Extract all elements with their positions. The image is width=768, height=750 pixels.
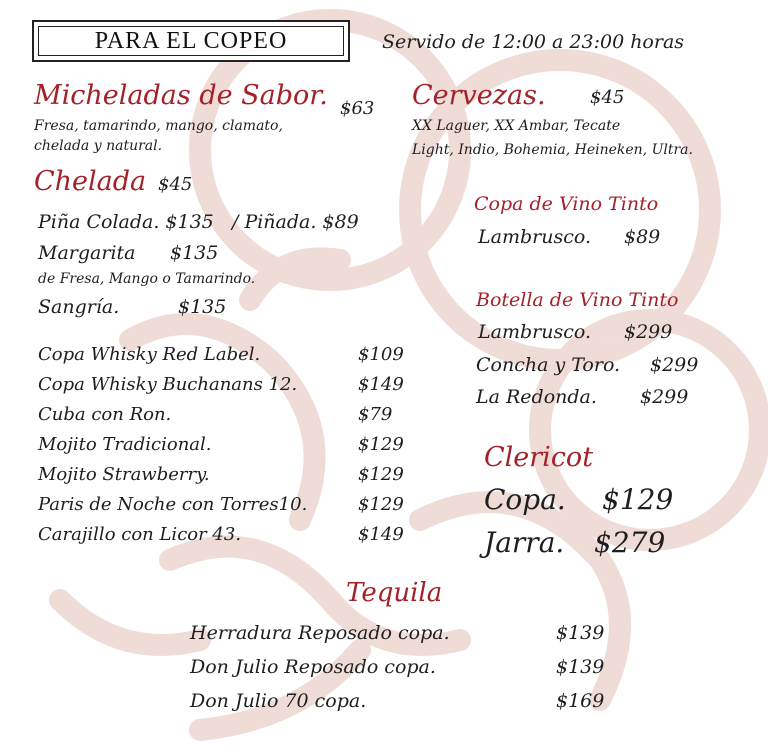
drink-price: $109 bbox=[358, 344, 404, 365]
wine-bottle-name: La Redonda. bbox=[476, 386, 597, 408]
micheladas-price: $63 bbox=[340, 98, 375, 119]
drink-price: $129 bbox=[358, 434, 404, 455]
margarita: Margarita bbox=[38, 242, 136, 264]
clericot-copa-price: $129 bbox=[602, 483, 674, 516]
tequila-name: Don Julio Reposado copa. bbox=[190, 656, 436, 678]
clericot-copa: Copa. bbox=[484, 483, 566, 516]
tequila-price: $139 bbox=[556, 622, 605, 644]
service-hours: Servido de 12:00 a 23:00 horas bbox=[382, 31, 685, 53]
drink-price: $79 bbox=[358, 404, 393, 425]
copa-vino-title: Copa de Vino Tinto bbox=[474, 193, 659, 215]
wine-bottle-price: $299 bbox=[624, 321, 673, 343]
cervezas-desc-2: Light, Indio, Bohemia, Heineken, Ultra. bbox=[412, 142, 693, 158]
cervezas-title: Cervezas. bbox=[412, 80, 546, 111]
margarita-desc: de Fresa, Mango o Tamarindo. bbox=[38, 271, 256, 287]
tequila-price: $139 bbox=[556, 656, 605, 678]
micheladas-desc-2: chelada y natural. bbox=[34, 138, 163, 154]
copa-vino-price: $89 bbox=[624, 226, 661, 248]
drink-price: $149 bbox=[358, 374, 404, 395]
micheladas-desc-1: Fresa, tamarindo, mango, clamato, bbox=[34, 118, 283, 134]
cervezas-price: $45 bbox=[590, 87, 625, 108]
drink-name: Mojito Tradicional. bbox=[38, 434, 212, 455]
drink-price: $129 bbox=[358, 464, 404, 485]
tequila-price: $169 bbox=[556, 690, 605, 712]
clericot-title: Clericot bbox=[484, 442, 594, 473]
header-title: PARA EL COPEO bbox=[94, 28, 288, 54]
pina-colada: Piña Colada. $135 bbox=[38, 211, 214, 233]
margarita-price: $135 bbox=[170, 242, 219, 264]
drink-price: $149 bbox=[358, 524, 404, 545]
sangria: Sangría. bbox=[38, 296, 120, 318]
clericot-jarra: Jarra. bbox=[484, 526, 565, 559]
tequila-title: Tequila bbox=[346, 578, 443, 608]
wine-bottle-price: $299 bbox=[650, 354, 699, 376]
drink-price: $129 bbox=[358, 494, 404, 515]
chelada-title: Chelada bbox=[34, 166, 147, 197]
cervezas-desc-1: XX Laguer, XX Ambar, Tecate bbox=[412, 118, 621, 134]
tequila-name: Don Julio 70 copa. bbox=[190, 690, 367, 712]
clericot-jarra-price: $279 bbox=[594, 526, 666, 559]
copa-vino-item: Lambrusco. bbox=[478, 226, 591, 248]
botella-vino-title: Botella de Vino Tinto bbox=[476, 289, 679, 311]
drink-name: Paris de Noche con Torres10. bbox=[38, 494, 308, 515]
wine-bottle-price: $299 bbox=[640, 386, 689, 408]
tequila-name: Herradura Reposado copa. bbox=[190, 622, 450, 644]
drink-name: Copa Whisky Buchanans 12. bbox=[38, 374, 298, 395]
drink-name: Copa Whisky Red Label. bbox=[38, 344, 261, 365]
drink-name: Carajillo con Licor 43. bbox=[38, 524, 242, 545]
wine-bottle-name: Concha y Toro. bbox=[476, 354, 621, 376]
chelada-price: $45 bbox=[158, 174, 193, 195]
header-badge bbox=[32, 20, 350, 62]
wine-bottle-name: Lambrusco. bbox=[478, 321, 591, 343]
drink-name: Cuba con Ron. bbox=[38, 404, 172, 425]
micheladas-title: Micheladas de Sabor. bbox=[34, 80, 328, 111]
drink-name: Mojito Strawberry. bbox=[38, 464, 210, 485]
pinada: / Piñada. $89 bbox=[232, 211, 359, 233]
sangria-price: $135 bbox=[178, 296, 227, 318]
